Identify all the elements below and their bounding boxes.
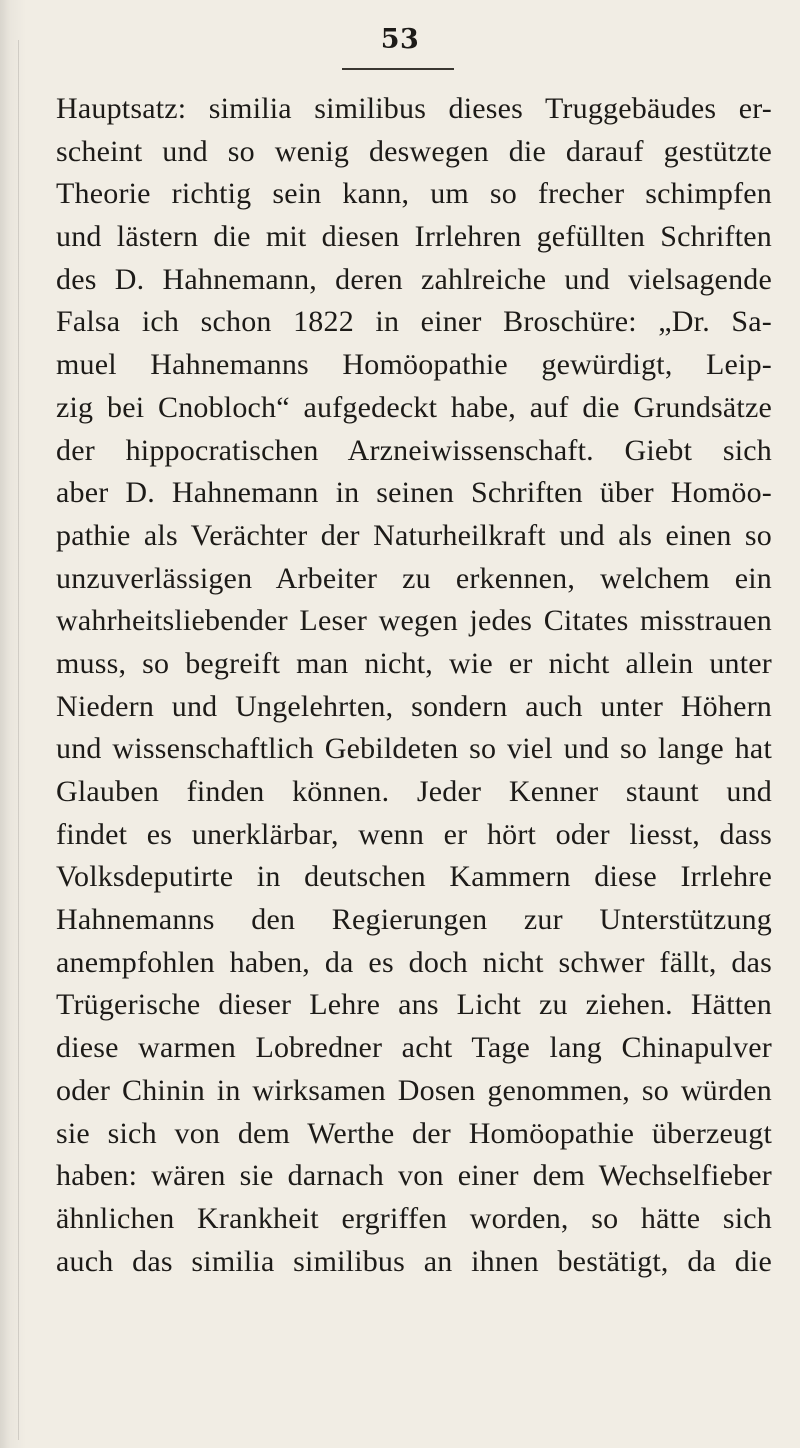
text-line: Trügerische dieser Lehre ans Licht zu ziehen. Hätten <box>56 988 772 1022</box>
text-line: scheint und so wenig deswegen die darauf gestützte <box>56 134 772 168</box>
page-number: 53 <box>380 24 420 55</box>
text-line: wahrheitsliebender Leser wegen jedes Citates misstrauen <box>56 604 772 638</box>
text-line: Glauben finden können. Jeder Kenner staunt und <box>56 775 772 808</box>
text-line: der hippocratischen Arzneiwissenschaft. Giebt sich <box>56 433 772 467</box>
body-text <box>56 88 772 1283</box>
text-line: zig bei Cnobloch“ aufgedeckt habe, auf die Grundsätze <box>56 390 772 424</box>
text-line: Volksdeputirte in deutschen Kammern diese Irrlehre <box>56 860 772 894</box>
text-line: Falsa ich schon 1822 in einer Broschüre: „Dr. Sa- <box>56 305 772 339</box>
text-line: haben: wären sie darnach von einer dem Wechselfieber <box>56 1159 772 1193</box>
text-line: ähnlichen Krankheit ergriffen worden, so hätte sich <box>56 1201 772 1235</box>
text-line: aber D. Hahnemann in seinen Schriften über Homöo- <box>56 476 772 510</box>
text-line: Niedern und Ungelehrten, sondern auch unter Höhern <box>56 689 772 723</box>
binding-gutter <box>18 40 19 1440</box>
text-line: findet es unerklärbar, wenn er hört oder liesst, dass <box>56 817 772 851</box>
text-line: und wissenschaftlich Gebildeten so viel und so lange hat <box>56 732 772 766</box>
text-line: muel Hahnemanns Homöopathie gewürdigt, Leip- <box>56 348 772 382</box>
text-line: des D. Hahnemann, deren zahlreiche und vielsagende <box>56 262 772 296</box>
text-line: diese warmen Lobredner acht Tage lang Chinapulver <box>56 1031 772 1065</box>
text-line: sie sich von dem Werthe der Homöopathie überzeugt <box>56 1116 772 1150</box>
text-line: Hahnemanns den Regierungen zur Unterstützung <box>56 903 772 937</box>
header-rule <box>342 68 454 70</box>
text-line: anempfohlen haben, da es doch nicht schwer fällt, das <box>56 945 772 979</box>
text-line: pathie als Verächter der Naturheilkraft und als einen so <box>56 518 772 552</box>
text-line: auch das similia similibus an ihnen bestätigt, da die <box>56 1244 772 1278</box>
text-line: Hauptsatz: similia similibus dieses Truggebäudes er- <box>56 92 772 125</box>
text-line: unzuverlässigen Arbeiter zu erkennen, welchem ein <box>56 561 772 595</box>
text-line: muss, so begreift man nicht, wie er nicht allein unter <box>56 646 772 680</box>
text-line: oder Chinin in wirksamen Dosen genommen, so würden <box>56 1073 772 1107</box>
text-line: Theorie richtig sein kann, um so frecher schimpfen <box>56 177 772 211</box>
text-line: und lästern die mit diesen Irrlehren gefüllten Schriften <box>56 220 772 254</box>
